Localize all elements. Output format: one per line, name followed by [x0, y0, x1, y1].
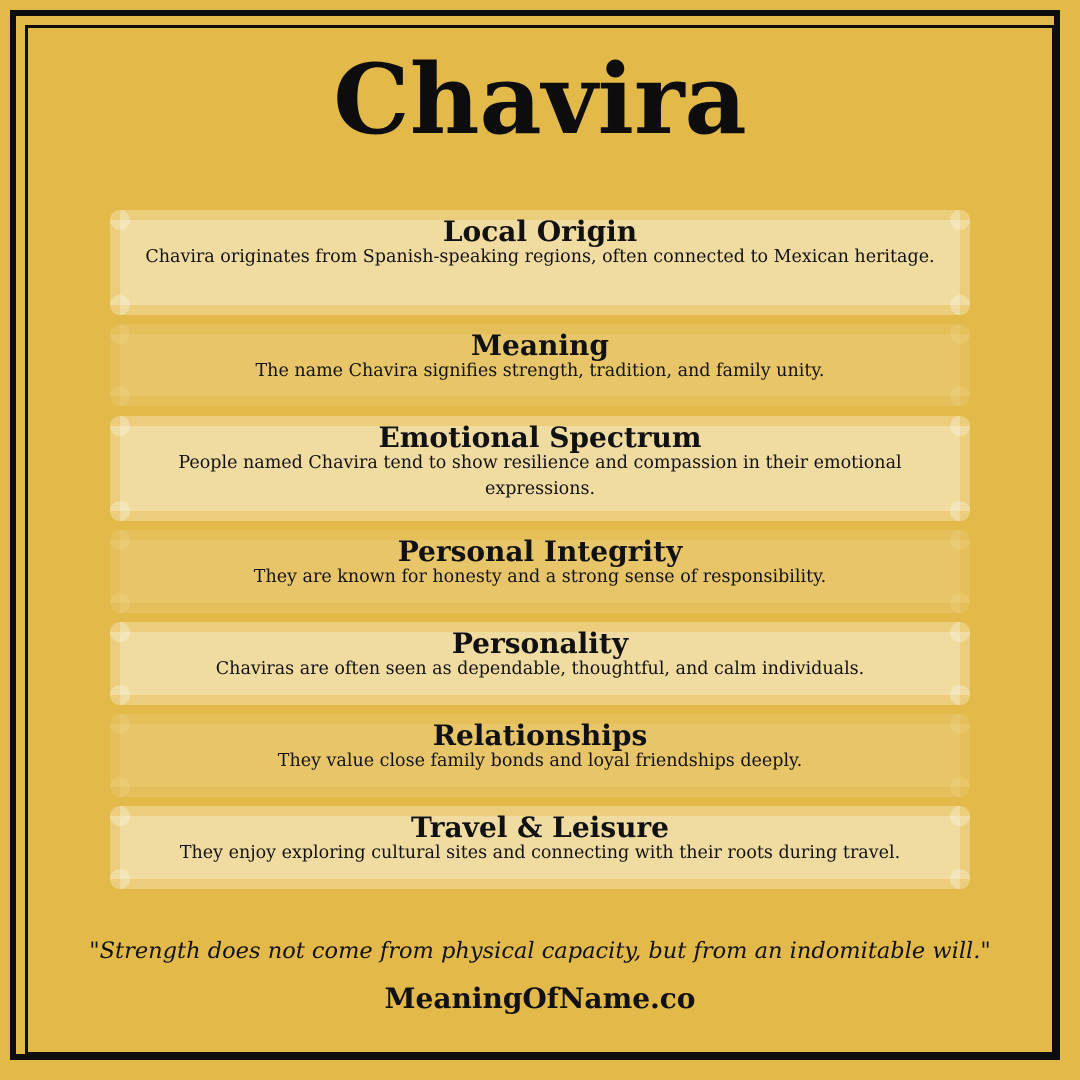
section-heading: Personal Integrity — [397, 535, 683, 568]
site-name: MeaningOfName.co — [384, 982, 696, 1015]
section-text: They are known for honesty and a strong sense of responsibility. — [253, 567, 827, 587]
section-heading: Local Origin — [442, 215, 638, 248]
section-card — [110, 324, 970, 406]
section-text: Chaviras are often seen as dependable, thoughtful, and calm individuals. — [215, 659, 865, 679]
section-heading: Meaning — [471, 329, 609, 362]
section-text: People named Chavira tend to show resilience and compassion in their emotional expressions. — [178, 453, 902, 499]
section-card — [110, 806, 970, 889]
section-heading: Emotional Spectrum — [378, 421, 702, 454]
section-card — [110, 714, 970, 797]
section-text: They enjoy exploring cultural sites and connecting with their roots during travel. — [179, 843, 901, 863]
page-title: Chavira — [333, 43, 747, 156]
section-heading: Relationships — [432, 719, 648, 752]
section-heading: Travel & Leisure — [410, 811, 669, 844]
section-card — [110, 530, 970, 613]
section-text: The name Chavira signifies strength, tradition, and family unity. — [255, 361, 825, 381]
section-text: Chavira originates from Spanish-speaking regions, often connected to Mexican heritage. — [145, 247, 935, 267]
quote: "Strength does not come from physical capacity, but from an indomitable will." — [89, 938, 991, 964]
section-card — [110, 210, 970, 315]
section-text: They value close family bonds and loyal friendships deeply. — [277, 751, 803, 771]
section-card — [110, 622, 970, 705]
section-heading: Personality — [451, 627, 629, 660]
section-card — [110, 416, 970, 521]
